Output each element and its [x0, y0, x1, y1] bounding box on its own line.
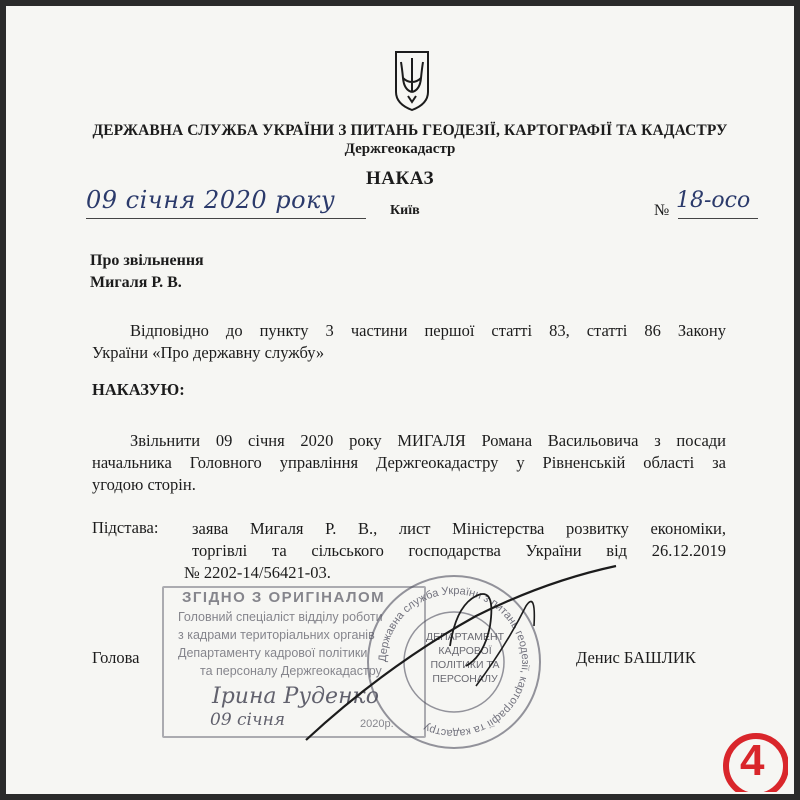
basis-label: Підстава:	[92, 518, 159, 537]
city-label: Київ	[390, 203, 420, 218]
number-underline	[678, 218, 758, 219]
stamp-heading: ЗГІДНО З ОРИГІНАЛОМ	[182, 589, 386, 606]
order-word: НАКАЗУЮ:	[92, 380, 185, 399]
document-page	[6, 6, 794, 794]
channel-4-logo	[714, 726, 788, 792]
seal-ring-text: Державна служба України з питань геодезії, картографії та кадастру	[376, 584, 532, 740]
basis-line-3: № 2202-14/56421-03.	[184, 563, 331, 582]
stamp-line-3: Департаменту кадрової політики	[178, 646, 368, 660]
basis-line-1: заява Мигаля Р. В., лист Міністерства розвитку економіки,	[192, 519, 726, 538]
seal-center-text: ДЕПАРТАМЕНТ КАДРОВОЇ ПОЛІТИКИ ТА ПЕРСОНАЛУ	[425, 631, 504, 685]
preamble-line-2: України «Про державну службу»	[92, 343, 325, 362]
stamp-year: 2020р.	[360, 718, 394, 730]
handwritten-date: 09 січня 2020 року	[86, 186, 336, 214]
document-type: НАКАЗ	[365, 168, 435, 189]
preamble-line-1: Відповідно до пункту 3 частини першої статті 83, статті 86 Закону	[130, 321, 726, 340]
subject-line-2: Мигаля Р. В.	[90, 274, 182, 291]
organization-name: ДЕРЖАВНА СЛУЖБА УКРАЇНИ З ПИТАНЬ ГЕОДЕЗІЇ, КАРТОГРАФІЇ ТА КАДАСТРУ	[92, 122, 728, 139]
stamp-handwritten-signature: Ірина Руденко	[212, 684, 379, 709]
organization-short-name: Держгеокадастр	[344, 141, 456, 157]
order-line-1: Звільнити 09 січня 2020 року МИГАЛЯ Романа Васильовича з посади	[130, 431, 726, 450]
number-label: №	[654, 202, 670, 219]
handwritten-number: 18-осо	[676, 188, 751, 213]
stamp-line-1: Головний спеціаліст відділу роботи	[178, 610, 383, 624]
subject-line-1: Про звільнення	[90, 252, 204, 269]
stamp-line-4: та персоналу Держгеокадастру	[200, 664, 382, 678]
basis-line-2: торгівлі та сільського господарства України від 26.12.2019	[192, 541, 726, 560]
stamp-handwritten-date: 09 січня	[210, 710, 286, 730]
stamp-line-2: з кадрами територіальних органів	[178, 628, 375, 642]
date-underline	[86, 218, 366, 219]
signatory-name: Денис БАШЛИК	[576, 648, 696, 667]
trident-emblem-icon	[392, 48, 432, 112]
signatory-title: Голова	[92, 648, 140, 667]
order-line-3: угодою сторін.	[92, 475, 196, 494]
order-line-2: начальника Головного управління Держгеокадастру у Рівненській області за	[92, 453, 726, 472]
logo-text: 4	[740, 736, 765, 785]
